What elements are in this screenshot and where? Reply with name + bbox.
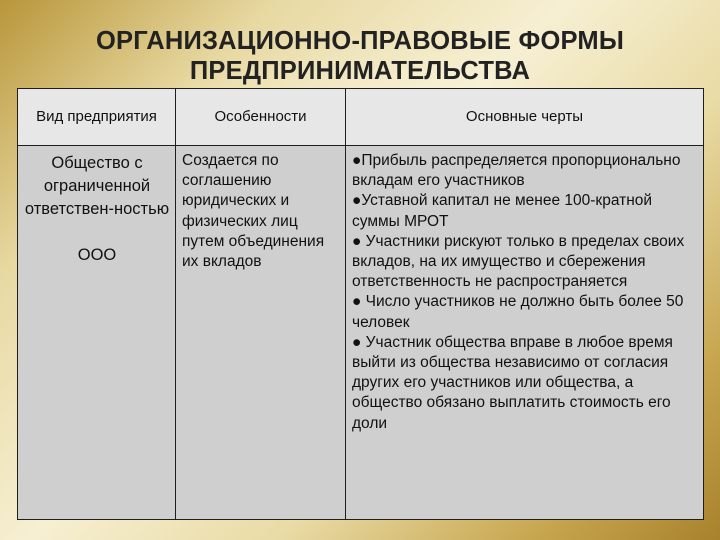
table-row: [18, 146, 704, 520]
table-header-row: [18, 89, 704, 146]
enterprise-type-cell: [18, 146, 176, 520]
enterprise-type-abbreviation: ООО: [77, 246, 117, 264]
header-specifics: Особенности: [176, 89, 346, 146]
enterprise-type-name: Общество с ограниченной ответствен-ностью: [24, 154, 170, 218]
feature-item: ● Участник общества вправе в любое время выйти из общества независимо от согласия других его участников или общества, а общество обязано выплатить стоимость его доли: [352, 333, 673, 432]
feature-item: ● Участники рискуют только в пределах своих вкладов, на их имущество и сбережения ответственность не распространяется: [352, 232, 685, 291]
page-title-line-2: ПРЕДПРИНИМАТЕЛЬСТВА: [189, 57, 531, 85]
specifics-cell: Создается по соглашению юридических и физических лиц путем объединения их вкладов: [176, 146, 346, 520]
header-main-features: Основные черты: [346, 89, 704, 146]
main-features-cell: [346, 146, 704, 520]
page-title: [0, 26, 720, 86]
business-forms-table: [17, 88, 704, 520]
header-enterprise-type: Вид предприятия: [18, 89, 176, 146]
page-title-line-1: ОРГАНИЗАЦИОННО-ПРАВОВЫЕ ФОРМЫ: [95, 27, 625, 55]
feature-item: ● Число участников не должно быть более 50 человек: [352, 293, 684, 331]
feature-item: ●Уставной капитал не менее 100-кратной суммы МРОТ: [352, 192, 653, 230]
feature-item: ●Прибыль распределяется пропорционально вкладам его участников: [352, 152, 681, 190]
